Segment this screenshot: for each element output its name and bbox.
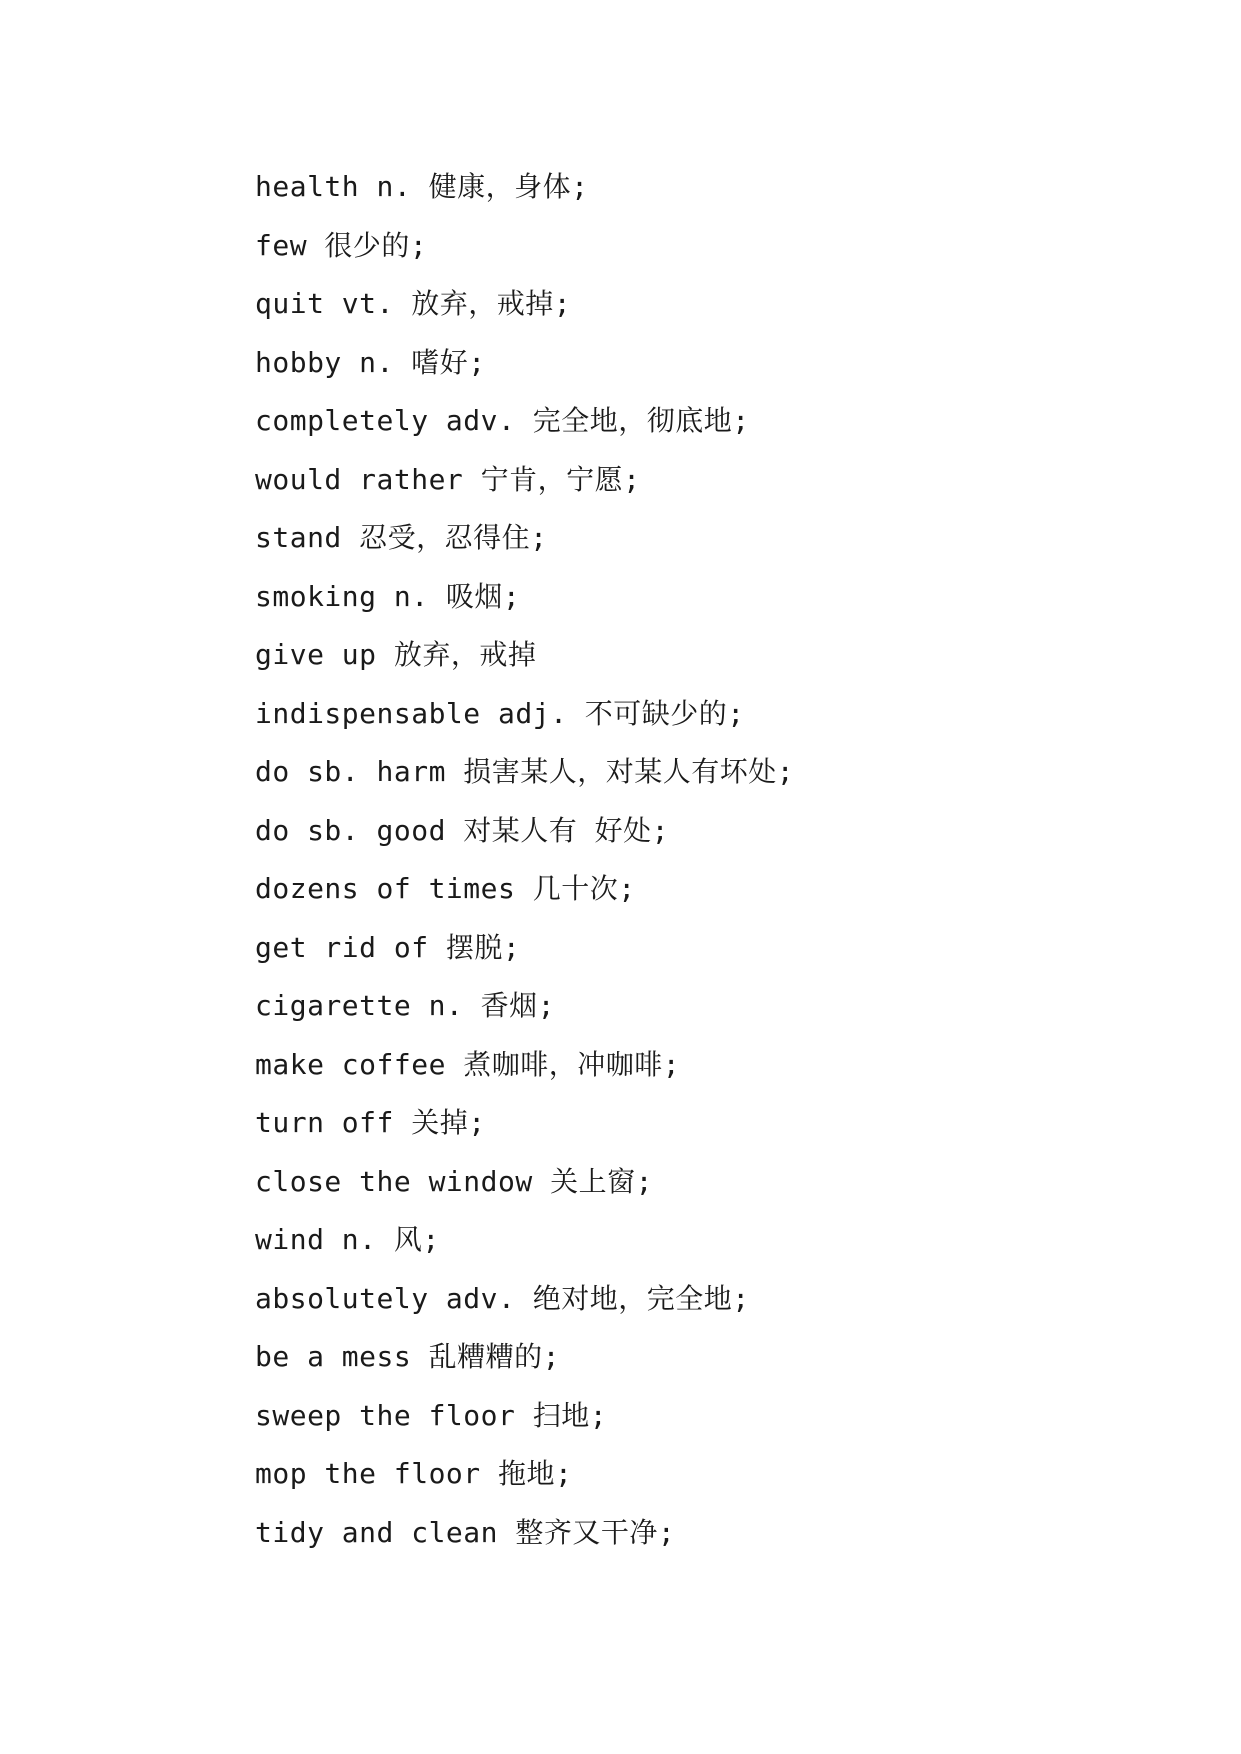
vocab-entry: stand 忍受，忍得住; bbox=[255, 521, 548, 554]
vocab-entry: completely adv. 完全地，彻底地; bbox=[255, 404, 750, 437]
vocabulary-list bbox=[255, 158, 1155, 1562]
vocab-entry: mop the floor 拖地; bbox=[255, 1457, 573, 1490]
vocab-entry: would rather 宁肯，宁愿; bbox=[255, 462, 641, 496]
vocab-entry: get rid of 摆脱; bbox=[255, 930, 521, 964]
vocab-entry: wind n. 风; bbox=[255, 1223, 440, 1256]
vocab-entry: health n. 健康，身体; bbox=[255, 170, 589, 203]
vocab-entry: absolutely adv. 绝对地，完全地; bbox=[255, 1281, 750, 1315]
vocab-entry: sweep the floor 扫地; bbox=[255, 1398, 608, 1432]
vocab-entry: close the window 关上窗; bbox=[255, 1164, 653, 1198]
vocab-entry: quit vt. 放弃，戒掉; bbox=[255, 287, 572, 320]
vocab-entry: tidy and clean 整齐又干净; bbox=[255, 1515, 676, 1549]
vocab-entry: be a mess 乱糟糟的; bbox=[255, 1340, 560, 1373]
vocab-entry: give up 放弃，戒掉 bbox=[255, 638, 537, 671]
vocab-entry: hobby n. 嗜好; bbox=[255, 345, 486, 379]
vocab-entry: indispensable adj. 不可缺少的; bbox=[255, 696, 745, 730]
vocab-entry: do sb. good 对某人有 好处; bbox=[255, 813, 670, 847]
vocab-entry: smoking n. 吸烟; bbox=[255, 579, 521, 613]
vocab-entry: dozens of times 几十次; bbox=[255, 872, 636, 905]
vocab-entry: turn off 关掉; bbox=[255, 1106, 486, 1139]
vocab-entry: few 很少的; bbox=[255, 228, 428, 262]
vocab-entry: make coffee 煮咖啡，冲咖啡; bbox=[255, 1047, 681, 1081]
vocab-entry: do sb. harm 损害某人，对某人有坏处; bbox=[255, 755, 795, 788]
vocab-entry: cigarette n. 香烟; bbox=[255, 989, 556, 1022]
